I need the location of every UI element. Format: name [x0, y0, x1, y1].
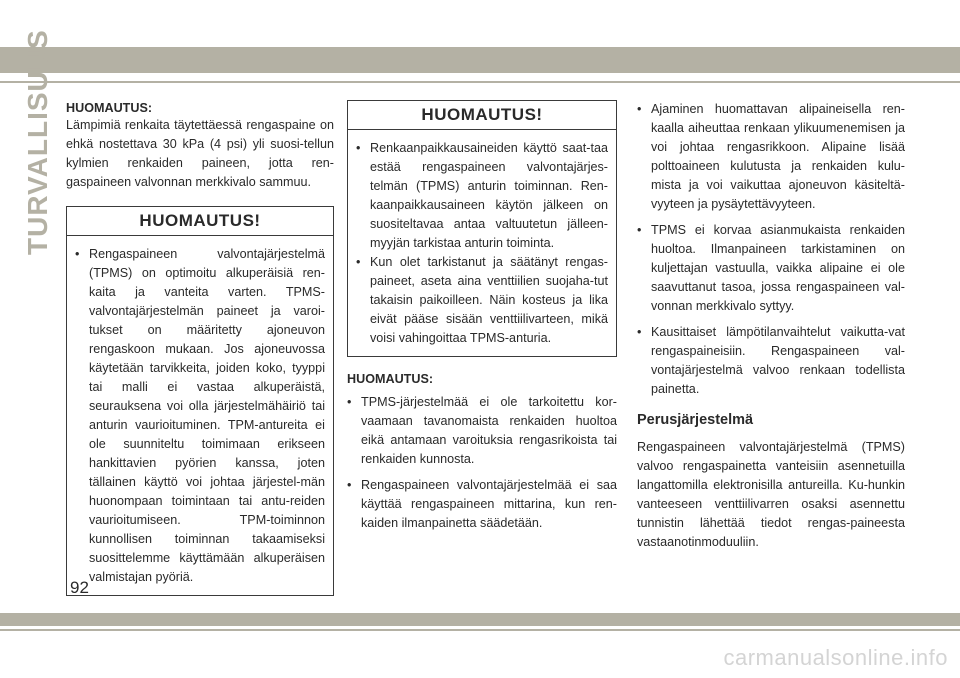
- top-decorative-band: [0, 47, 960, 73]
- bottom-divider-line: [0, 629, 960, 631]
- note-text: Lämpimiä renkaita täytettäessä rengaspaine on ehkä nostettava 30 kPa (4 psi) yli suosi-tellun kylmien renkaiden paineen, jotta ren-gaspaineen valvonnan merkkivalo sammuu.: [66, 118, 334, 189]
- section-heading: Perusjärjestelmä: [637, 412, 754, 428]
- note-heading: HUOMAUTUS:: [347, 372, 434, 386]
- page-number: 92: [70, 578, 89, 597]
- warning-item: • Renkaanpaikkausaineiden käyttö saat-taa estää rengaspaineen valvontajärjes-telmän (TPMS) anturin toiminnan. Ren-kaanpaikkausaineen käytön jälkeen on suositeltavaa antaa valtuutetun jälleen-myyjän tarkistaa anturin toiminta.: [356, 139, 608, 253]
- note-heading: HUOMAUTUS:: [66, 101, 153, 115]
- warning-item: • Rengaspaineen valvontajärjestelmä (TPMS) on optimoitu alkuperäisiä ren-kaita ja vanteita varten. TPMS-valvontajärjestelmän paineet ja varoi-tukset on määritetty ajoneuvon rengaskoon mukaan. Jos ajoneuvossa käytetään tarvikkeita, joiden koko, tyyppi tai malli ei vastaa alkuperäistä, seurauksena voi olla järjestelmähäiriö tai anturin vaurioituminen. TPM-antureita ei ole suunniteltu toimimaan erikseen hankittavien pyörien kanssa, joten tällainen käyttö voi johtaa järjestel-män huonompaan toimintaan tai antu-reiden vaurioitumiseen. TPM-toiminnon kunnollisen toiminnan takaamiseksi suosittelemme käyttämään alkuperäisen valmistajan pyöriä.: [75, 245, 325, 587]
- warning-box-title: HUOMAUTUS!: [67, 207, 333, 236]
- column-middle: [347, 100, 617, 540]
- list-item: • TPMS ei korvaa asianmukaista renkaiden huoltoa. Ilmanpaineen tarkistaminen on kuljettajan vastuulla, vaikka alipaine ei ole saavuttanut tasoa, jossa rengaspaineen val-vonnan merkkivalo syttyy.: [637, 221, 905, 316]
- watermark-text: carmanualsonline.info: [723, 645, 948, 670]
- warning-item: • Kun olet tarkistanut ja säätänyt rengas-paineet, aseta aina venttiilien suojaha-tut takaisin paikoilleen. Näin kosteus ja lika eivät pääse sisään venttiilivarteen, mikä voisi vahingoittaa TPMS-anturia.: [356, 253, 608, 348]
- list-item: • TPMS-järjestelmää ei ole tarkoitettu kor-vaamaan tavanomaista renkaiden huoltoa eikä antamaan varoituksia rengasrikoista tai renkaiden kunnosta.: [347, 393, 617, 469]
- warning-box: [66, 206, 334, 596]
- top-divider-line: [0, 81, 960, 83]
- warning-list: [75, 245, 325, 587]
- list-item: • Rengaspaineen valvontajärjestelmää ei saa käyttää rengaspaineen mittarina, kun ren-kaiden ilmanpainetta säädetään.: [347, 476, 617, 533]
- warning-box: [347, 100, 617, 357]
- section-text: Rengaspaineen valvontajärjestelmä (TPMS) valvoo rengaspainetta vanteisiin asennetuilla langattomilla elektronisilla antureilla. Ku-hunkin vanteeseen venttiilivarren osaksi asennettu tunnistin lähettää tiedot rengas-paineesta vastaanotinmoduuliin.: [637, 440, 905, 549]
- column-right: [637, 100, 905, 552]
- list-item: • Ajaminen huomattavan alipaineisella ren-kaalla aiheuttaa renkaan ylikuumenemisen ja voi johtaa rengasrikkoon. Alipaine lisää polttoaineen kulutusta ja renkaiden kulu-mista ja voi vaikuttaa ajoneuvon käsiteltä-vyyteen ja pysäytettävyyteen.: [637, 100, 905, 214]
- warning-list: [356, 139, 608, 348]
- section-side-title: TURVALLISUUS: [22, 29, 53, 255]
- bottom-decorative-band: [0, 613, 960, 626]
- warning-box-title: HUOMAUTUS!: [348, 101, 616, 130]
- bullet-list: [637, 100, 905, 399]
- note-list: [347, 393, 617, 533]
- list-item: • Kausittaiset lämpötilanvaihtelut vaikutta-vat rengaspaineisiin. Rengaspaineen val-vontajärjestelmä valvoo renkaan todellista painetta.: [637, 323, 905, 399]
- column-left: [66, 100, 334, 596]
